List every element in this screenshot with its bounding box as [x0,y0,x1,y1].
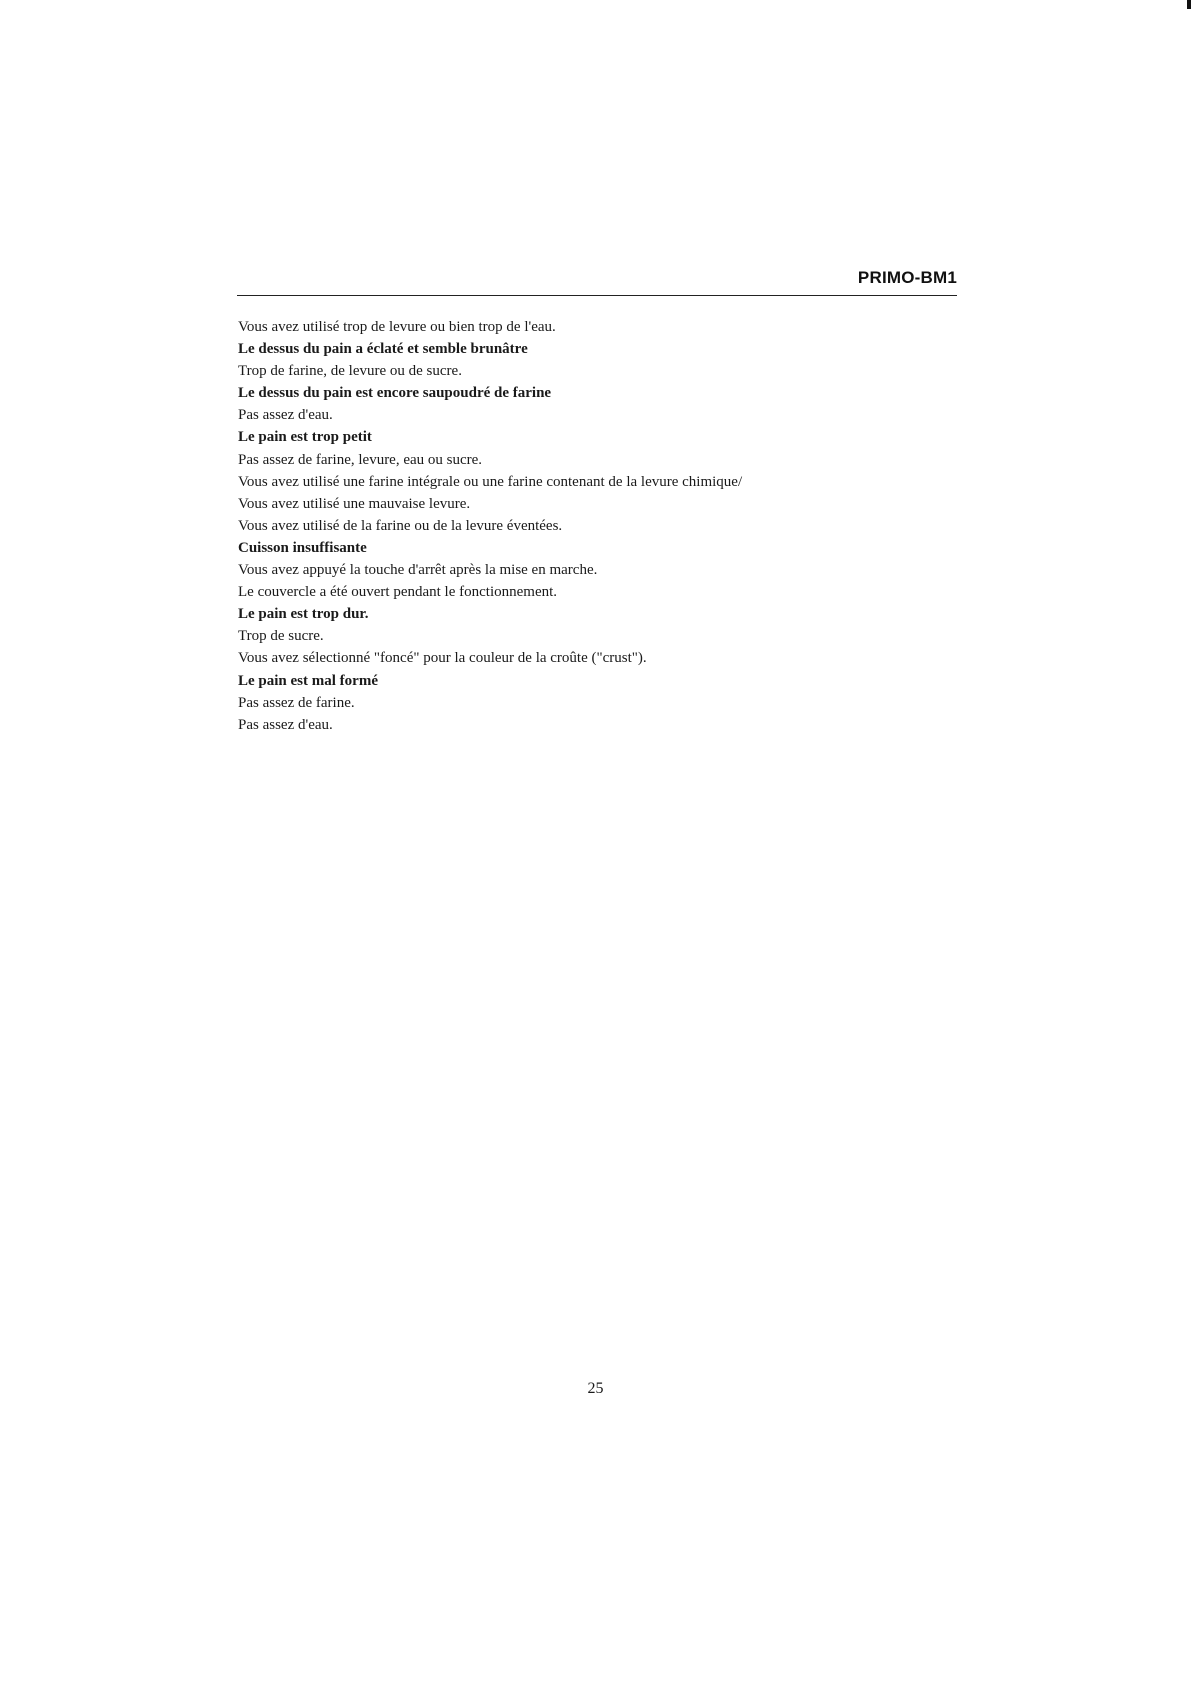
problem-heading: Cuisson insuffisante [238,539,367,556]
problem-heading: Le pain est trop dur. [238,606,369,623]
header-rule [237,295,957,296]
scan-corner-mark [1187,0,1191,9]
text-line: Pas assez d'eau. [238,407,333,424]
text-line: Trop de farine, de levure ou de sucre. [238,363,462,380]
text-line: Vous avez sélectionné "foncé" pour la couleur de la croûte ("crust"). [238,650,647,667]
text-line: Pas assez d'eau. [238,716,333,733]
text-line: Vous avez utilisé une farine intégrale ou une farine contenant de la levure chimique/ [238,473,743,490]
problem-heading: Le pain est mal formé [238,672,378,689]
text-line: Le couvercle a été ouvert pendant le fonctionnement. [238,584,558,601]
troubleshooting-text [238,316,938,736]
problem-heading: Le dessus du pain est encore saupoudré de farine [238,385,552,402]
problem-heading: Le dessus du pain a éclaté et semble brunâtre [238,341,528,358]
problem-heading: Le pain est trop petit [238,429,372,446]
page-header [237,268,957,304]
text-line: Vous avez utilisé de la farine ou de la levure éventées. [238,517,563,534]
text-line: Vous avez utilisé trop de levure ou bien trop de l'eau. [238,319,556,335]
text-line: Pas assez de farine. [238,694,355,711]
text-line: Pas assez de farine, levure, eau ou sucre. [238,451,483,468]
page-number: 25 [587,1380,604,1397]
text-line: Vous avez utilisé une mauvaise levure. [238,495,471,512]
text-line: Trop de sucre. [238,628,324,645]
model-code: PRIMO-BM1 [857,268,957,287]
text-line: Vous avez appuyé la touche d'arrêt après la mise en marche. [238,562,598,579]
